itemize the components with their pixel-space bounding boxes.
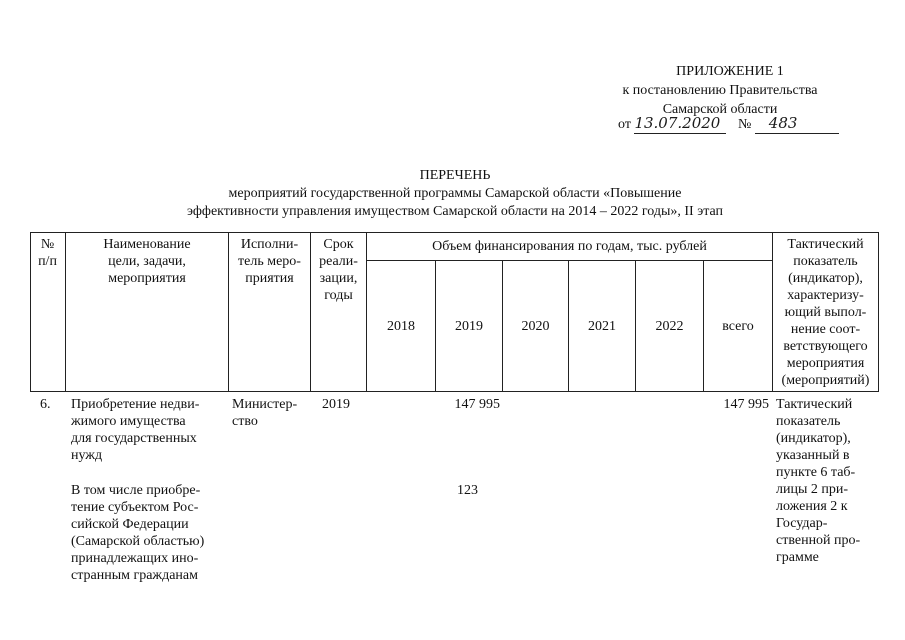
header-year-2021: 2021 <box>588 319 616 334</box>
header-executor <box>229 236 310 287</box>
header-indicator-line8: мероприятия <box>786 356 865 371</box>
row-name-line1: Приобретение недви- <box>71 397 200 412</box>
appendix-line2: Самарской области <box>662 102 778 117</box>
row-term: 2019 <box>322 397 350 412</box>
row-executor-line2: ство <box>232 414 258 429</box>
appendix-title: ПРИЛОЖЕНИЕ 1 <box>676 64 784 79</box>
appendix-line1: к постановлению Правительства <box>622 83 818 98</box>
row-indicator-line6: лицы 2 при- <box>776 482 849 497</box>
row-subitem-line5: принадлежащих ино- <box>71 551 199 566</box>
row-indicator-line8: Государ- <box>776 516 828 531</box>
header-executor-line3: приятия <box>245 271 294 286</box>
header-indicator-line9: (мероприятий) <box>781 373 870 388</box>
header-indicator-line1: Тактический <box>787 237 864 252</box>
row-name <box>71 396 229 464</box>
header-indicator-line4: характеризу- <box>787 288 864 303</box>
row-indicator-line5: пункте 6 таб- <box>776 465 856 480</box>
row-subitem-line3: сийской Федерации <box>71 517 189 532</box>
header-term-line1: Срок <box>323 237 354 252</box>
header-executor-line2: тель меро- <box>238 254 301 269</box>
row-name-line3: для государственных <box>71 431 197 446</box>
header-executor-line1: Исполни- <box>240 237 299 252</box>
header-term-line2: реали- <box>319 254 358 269</box>
row-indicator-line7: ложения 2 к <box>776 499 848 514</box>
row-indicator-line4: указанный в <box>776 448 850 463</box>
header-year-2019: 2019 <box>455 319 483 334</box>
document-title <box>120 167 790 221</box>
header-indicator-line2: показатель <box>793 254 858 269</box>
number-label: № <box>737 117 752 132</box>
row-executor <box>232 396 310 430</box>
row-indicator-line2: показатель <box>776 414 841 429</box>
header-name-line2: цели, задачи, <box>108 254 186 269</box>
header-name <box>66 236 228 287</box>
row-number: 6. <box>40 397 51 412</box>
row-subitem-line4: (Самарской областью) <box>71 534 205 549</box>
header-number-line1: № <box>40 237 55 252</box>
header-number <box>30 236 65 270</box>
handwritten-date: 13.07.2020 <box>634 113 726 134</box>
header-term-line3: зации, <box>319 271 358 286</box>
header-term-line4: годы <box>324 288 353 303</box>
header-indicator-line3: (индикатор), <box>788 271 863 286</box>
row-executor-line1: Министер- <box>232 397 298 412</box>
row-name-line4: нужд <box>71 448 103 463</box>
row-name-line2: жимого имущества <box>71 414 186 429</box>
header-year-2022: 2022 <box>655 319 684 334</box>
header-year-2018: 2018 <box>387 319 415 334</box>
row-subitem-line1: В том числе приобре- <box>71 483 201 498</box>
handwritten-number: 483 <box>755 113 839 134</box>
from-label: от <box>618 117 631 132</box>
header-total: всего <box>722 319 754 334</box>
appendix-date-line <box>618 113 839 133</box>
header-indicator-line5: ющий выпол- <box>784 305 867 320</box>
row-subitem-line6: странным гражданам <box>71 568 198 583</box>
header-indicator-line6: нение соот- <box>790 322 861 337</box>
title-heading: ПЕРЕЧЕНЬ <box>419 168 491 183</box>
header-name-line3: мероприятия <box>108 271 186 286</box>
row-indicator-line3: (индикатор), <box>776 431 851 446</box>
row-subitem-value-2019: 123 <box>457 483 478 498</box>
header-indicator-line7: ветствующего <box>783 339 868 354</box>
row-subitem-line2: тение субъектом Рос- <box>71 500 199 515</box>
row-indicator-line9: ственной про- <box>776 533 861 548</box>
row-indicator-line1: Тактический <box>776 397 853 412</box>
row-value-2019: 147 995 <box>454 397 500 412</box>
header-indicator <box>773 236 878 389</box>
row-indicator-line10: грамме <box>776 550 819 565</box>
header-year-2020: 2020 <box>521 319 550 334</box>
row-indicator <box>776 396 878 566</box>
row-subitem <box>71 482 229 584</box>
title-line1: мероприятий государственной программы Самарской области «Повышение <box>228 186 682 201</box>
header-number-line2: п/п <box>38 254 57 269</box>
header-funding: Объем финансирования по годам, тыс. рублей <box>432 239 707 254</box>
appendix-block <box>600 62 840 119</box>
row-value-total: 147 995 <box>723 397 769 412</box>
title-line2: эффективности управления имуществом Самарской области на 2014 – 2022 годы», II этап <box>186 204 724 219</box>
header-term <box>311 236 366 304</box>
header-name-line1: Наименование <box>103 237 191 252</box>
